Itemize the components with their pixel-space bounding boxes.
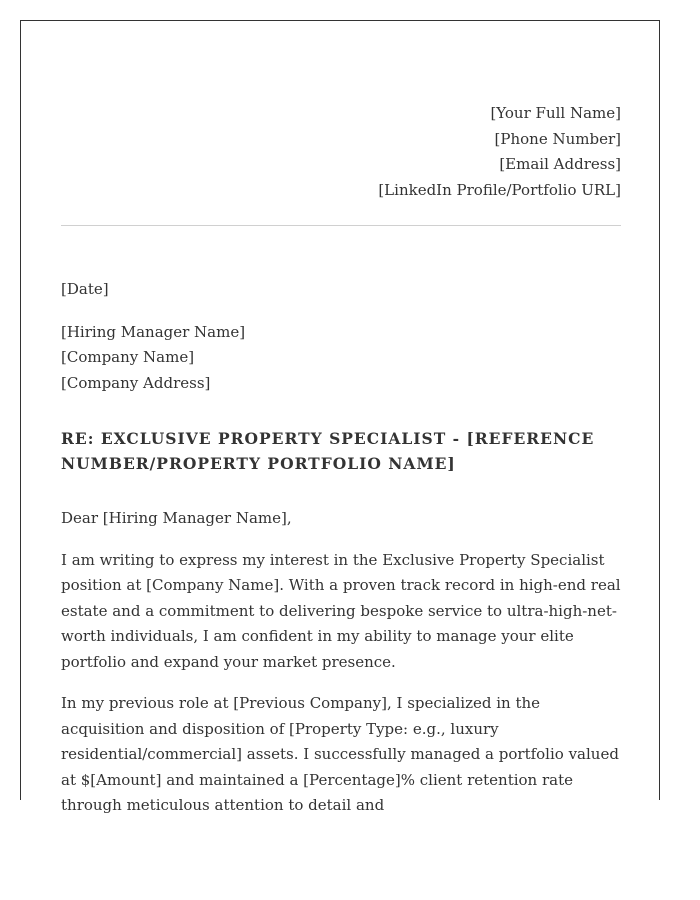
- recipient-manager: [Hiring Manager Name]: [61, 322, 246, 341]
- sender-block: [61, 101, 621, 203]
- letter-page: [20, 20, 660, 814]
- salutation: Dear [Hiring Manager Name],: [61, 509, 292, 527]
- body-paragraph-2: In my previous role at [Previous Company], I specialized in the acquisition and disposition of [Property Type: e.g., luxury residential/commercial] assets. I successfully managed a portfolio valued at $[Amount] and maintained a [Percentage]% client retention rate through meticulous attention to detail and: [61, 694, 619, 814]
- recipient-block: [61, 320, 621, 397]
- recipient-company: [Company Name]: [61, 348, 195, 366]
- sender-phone: [Phone Number]: [494, 129, 621, 148]
- letter-content: [61, 101, 621, 819]
- recipient-address: [Company Address]: [61, 373, 211, 392]
- letter-date: [Date]: [61, 280, 109, 298]
- sender-email: [Email Address]: [499, 155, 621, 173]
- subject-line: RE: EXCLUSIVE PROPERTY SPECIALIST - [REFERENCE NUMBER/PROPERTY PORTFOLIO NAME]: [61, 429, 595, 473]
- header-divider: [61, 225, 621, 226]
- sender-linkedin: [LinkedIn Profile/Portfolio URL]: [378, 180, 621, 199]
- sender-name: [Your Full Name]: [490, 104, 621, 122]
- body-paragraph-1: I am writing to express my interest in the Exclusive Property Specialist position at [Company Name]. With a proven track record in high-end real estate and a commitment to delivering bespoke service to ultra-high-net-worth individuals, I am confident in my ability to manage your elite portfolio and expand your market presence.: [61, 550, 621, 671]
